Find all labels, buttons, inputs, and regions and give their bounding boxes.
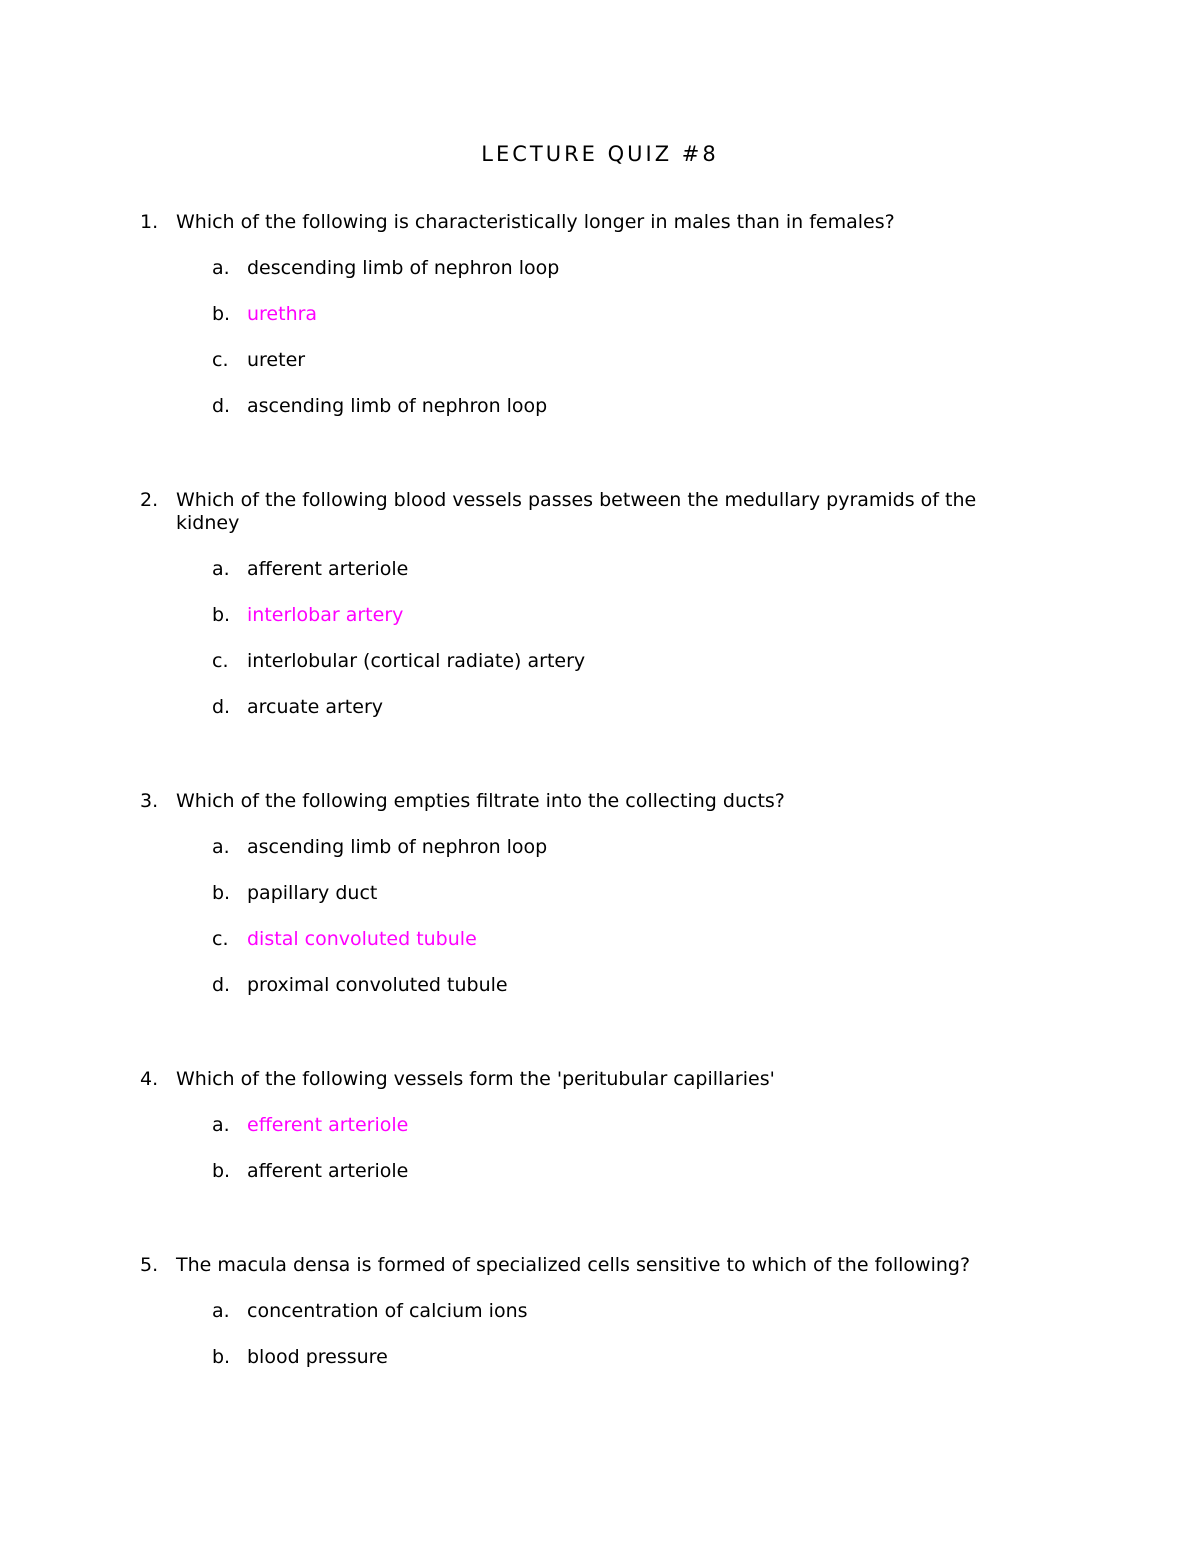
option-letter: d. <box>212 395 231 417</box>
question-text: Which of the following blood vessels passes between the medullary pyramids of the kidney <box>176 489 977 534</box>
quiz-title: LECTURE QUIZ #8 <box>481 142 719 166</box>
option-letter: d. <box>212 696 231 718</box>
option-letter: a. <box>212 836 230 858</box>
option-b <box>212 1346 1020 1369</box>
option-letter: c. <box>212 650 229 672</box>
option-a <box>212 257 1020 280</box>
option-b <box>212 882 1020 905</box>
option-letter: a. <box>212 257 230 279</box>
option-text: urethra <box>247 303 318 325</box>
question-stem <box>140 790 1020 813</box>
option-text: interlobar artery <box>247 604 404 626</box>
option-letter: b. <box>212 1346 231 1368</box>
option-letter: b. <box>212 303 231 325</box>
question-stem <box>140 1068 1020 1091</box>
option-text: concentration of calcium ions <box>247 1300 528 1322</box>
option-letter: a. <box>212 1300 230 1322</box>
question-stem <box>140 489 1020 535</box>
option-letter: b. <box>212 604 231 626</box>
option-text: ascending limb of nephron loop <box>247 395 548 417</box>
option-a <box>212 836 1020 859</box>
question-2 <box>140 489 1020 719</box>
option-d <box>212 974 1020 997</box>
option-letter: c. <box>212 928 229 950</box>
question-number: 3. <box>140 790 159 812</box>
option-text: efferent arteriole <box>247 1114 409 1136</box>
option-text: ureter <box>247 349 306 371</box>
question-text: Which of the following is characteristically longer in males than in females? <box>176 211 895 233</box>
option-text: interlobular (cortical radiate) artery <box>247 650 586 672</box>
option-letter: a. <box>212 558 230 580</box>
question-number: 5. <box>140 1254 159 1276</box>
option-c <box>212 349 1020 372</box>
option-text: descending limb of nephron loop <box>247 257 560 279</box>
option-letter: a. <box>212 1114 230 1136</box>
option-a <box>212 1300 1020 1323</box>
question-1 <box>140 211 1020 418</box>
question-5 <box>140 1254 1020 1369</box>
option-text: afferent arteriole <box>247 1160 409 1182</box>
option-c <box>212 650 1020 673</box>
option-text: proximal convoluted tubule <box>247 974 508 996</box>
option-text: blood pressure <box>247 1346 388 1368</box>
option-text: papillary duct <box>247 882 378 904</box>
question-4 <box>140 1068 1020 1183</box>
question-stem <box>140 1254 1020 1277</box>
option-letter: c. <box>212 349 229 371</box>
option-d <box>212 395 1020 418</box>
option-b-correct-answer <box>212 604 1020 627</box>
question-number: 4. <box>140 1068 159 1090</box>
option-c-correct-answer <box>212 928 1020 951</box>
option-text: afferent arteriole <box>247 558 409 580</box>
option-letter: b. <box>212 882 231 904</box>
option-d <box>212 696 1020 719</box>
question-stem <box>140 211 1020 234</box>
question-text: Which of the following vessels form the 'peritubular capillaries' <box>176 1068 775 1090</box>
option-b-correct-answer <box>212 303 1020 326</box>
question-text: Which of the following empties filtrate into the collecting ducts? <box>176 790 785 812</box>
option-text: distal convoluted tubule <box>247 928 477 950</box>
question-text: The macula densa is formed of specialized cells sensitive to which of the following? <box>176 1254 971 1276</box>
option-text: arcuate artery <box>247 696 383 718</box>
option-letter: b. <box>212 1160 231 1182</box>
option-b <box>212 1160 1020 1183</box>
option-a-correct-answer <box>212 1114 1020 1137</box>
option-text: ascending limb of nephron loop <box>247 836 548 858</box>
option-letter: d. <box>212 974 231 996</box>
option-a <box>212 558 1020 581</box>
question-3 <box>140 790 1020 997</box>
question-number: 1. <box>140 211 159 233</box>
question-number: 2. <box>140 489 159 511</box>
